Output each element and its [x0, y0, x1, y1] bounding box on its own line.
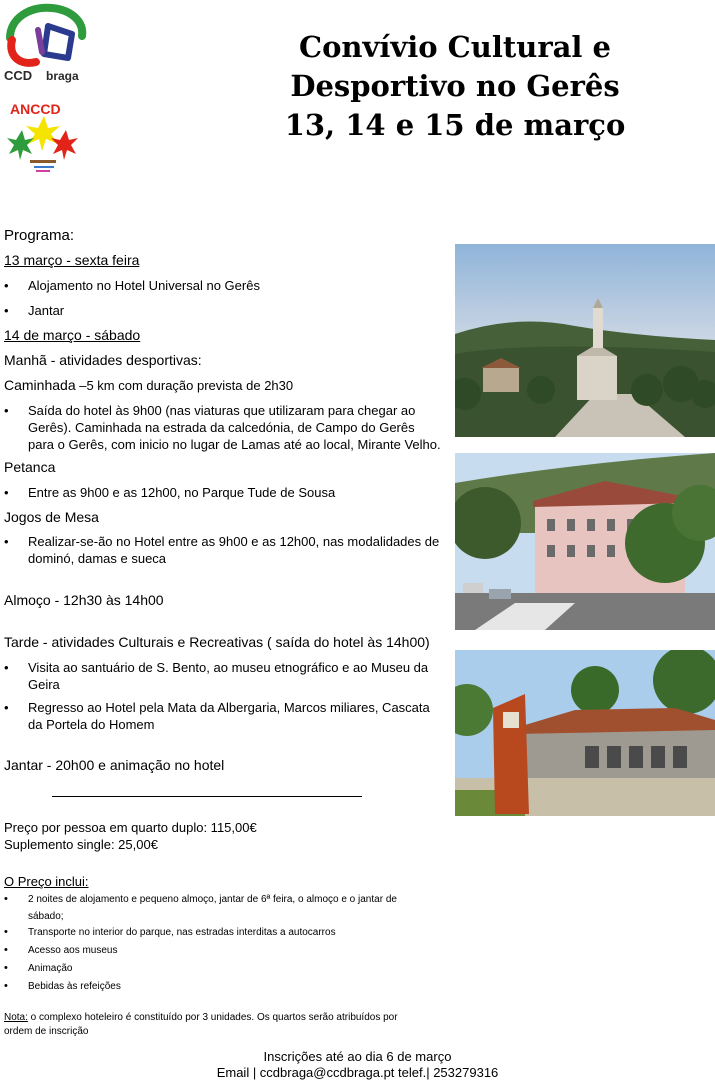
- ccd-logo-text: CCD: [4, 68, 33, 83]
- note: [4, 1011, 404, 1039]
- price-single: Suplemento single: 25,00€: [4, 837, 158, 852]
- ccd-braga-logo: [2, 0, 90, 88]
- page-title: [215, 28, 695, 145]
- list-item: • Transporte no interior do parque, nas estradas interditas a autocarros: [4, 924, 414, 941]
- list-item: • Jantar: [4, 302, 444, 319]
- afternoon-title: Tarde - atividades Culturais e Recreativas ( saída do hotel às 14h00): [4, 634, 430, 650]
- photo-museum-geira: [455, 650, 715, 816]
- title-line-2: Desportivo no Gerês: [290, 69, 620, 103]
- anccd-logo-text: ANCCD: [10, 101, 61, 117]
- ccd-logo-city: braga: [46, 69, 79, 83]
- list-item: • Realizar-se-ão no Hotel entre as 9h00 e as 12h00, nas modalidades de dominó, damas e sueca: [4, 533, 444, 567]
- list-item: • 2 noites de alojamento e pequeno almoço, jantar de 6ª feira, o almoço e o jantar de sábado;: [4, 891, 414, 925]
- registration-deadline: Inscrições até ao dia 6 de março: [263, 1049, 452, 1064]
- jogos-title: Jogos de Mesa: [4, 509, 99, 525]
- list-item: • Animação: [4, 960, 414, 977]
- anccd-logo: [6, 100, 80, 180]
- list-item: • Alojamento no Hotel Universal no Gerês: [4, 277, 444, 294]
- list-item: • Acesso aos museus: [4, 942, 414, 959]
- price-double: Preço por pessoa em quarto duplo: 115,00€: [4, 820, 257, 835]
- list-item: • Visita ao santuário de S. Bento, ao museu etnográfico e ao Museu da Geira: [4, 659, 444, 693]
- list-item: • Saída do hotel às 9h00 (nas viaturas que utilizaram para chegar ao Gerês). Caminhada na estrada da calcedónia, de Campo do Gerês para o Gerês, com inicio no lugar de Lamas até ao local, Mirante Velho.: [4, 402, 444, 453]
- walk-line: [4, 377, 293, 394]
- walk-title: Caminhada: [4, 377, 76, 393]
- note-text: o complexo hoteleiro é constituído por 3 unidades. Os quartos serão atribuídos por ordem de inscrição: [4, 1012, 398, 1037]
- morning-heading: Manhã - atividades desportivas:: [4, 352, 202, 368]
- photo-hotel-universal: [455, 453, 715, 630]
- list-item: • Entre as 9h00 e as 12h00, no Parque Tude de Sousa: [4, 484, 444, 501]
- photo-sanctuary-church: [455, 244, 715, 437]
- petanca-title: Petanca: [4, 459, 56, 475]
- program-heading: Programa:: [4, 227, 75, 244]
- list-item: • Regresso ao Hotel pela Mata da Albergaria, Marcos miliares, Cascata da Portela do Homem: [4, 699, 444, 733]
- divider: [52, 796, 362, 797]
- anccd-star-logo-icon: [6, 100, 80, 180]
- list-item: • Bebidas às refeições: [4, 978, 414, 995]
- title-line-1: Convívio Cultural e: [299, 30, 611, 64]
- ccd-logo-mark-icon: [2, 0, 90, 88]
- lunch-line: Almoço - 12h30 às 14h00: [4, 592, 164, 608]
- note-label: Nota:: [4, 1012, 28, 1023]
- day1-label: 13 março - sexta feira: [4, 252, 140, 268]
- walk-desc: –5 km com duração prevista de 2h30: [75, 378, 294, 393]
- contact-info: Email | ccdbraga@ccdbraga.pt telef.| 253279316: [216, 1065, 499, 1080]
- title-line-3: 13, 14 e 15 de março: [284, 108, 626, 142]
- day2-label: 14 de março - sábado: [4, 327, 141, 343]
- dinner-line: Jantar - 20h00 e animação no hotel: [4, 757, 225, 773]
- includes-title: O Preço inclui:: [4, 874, 89, 889]
